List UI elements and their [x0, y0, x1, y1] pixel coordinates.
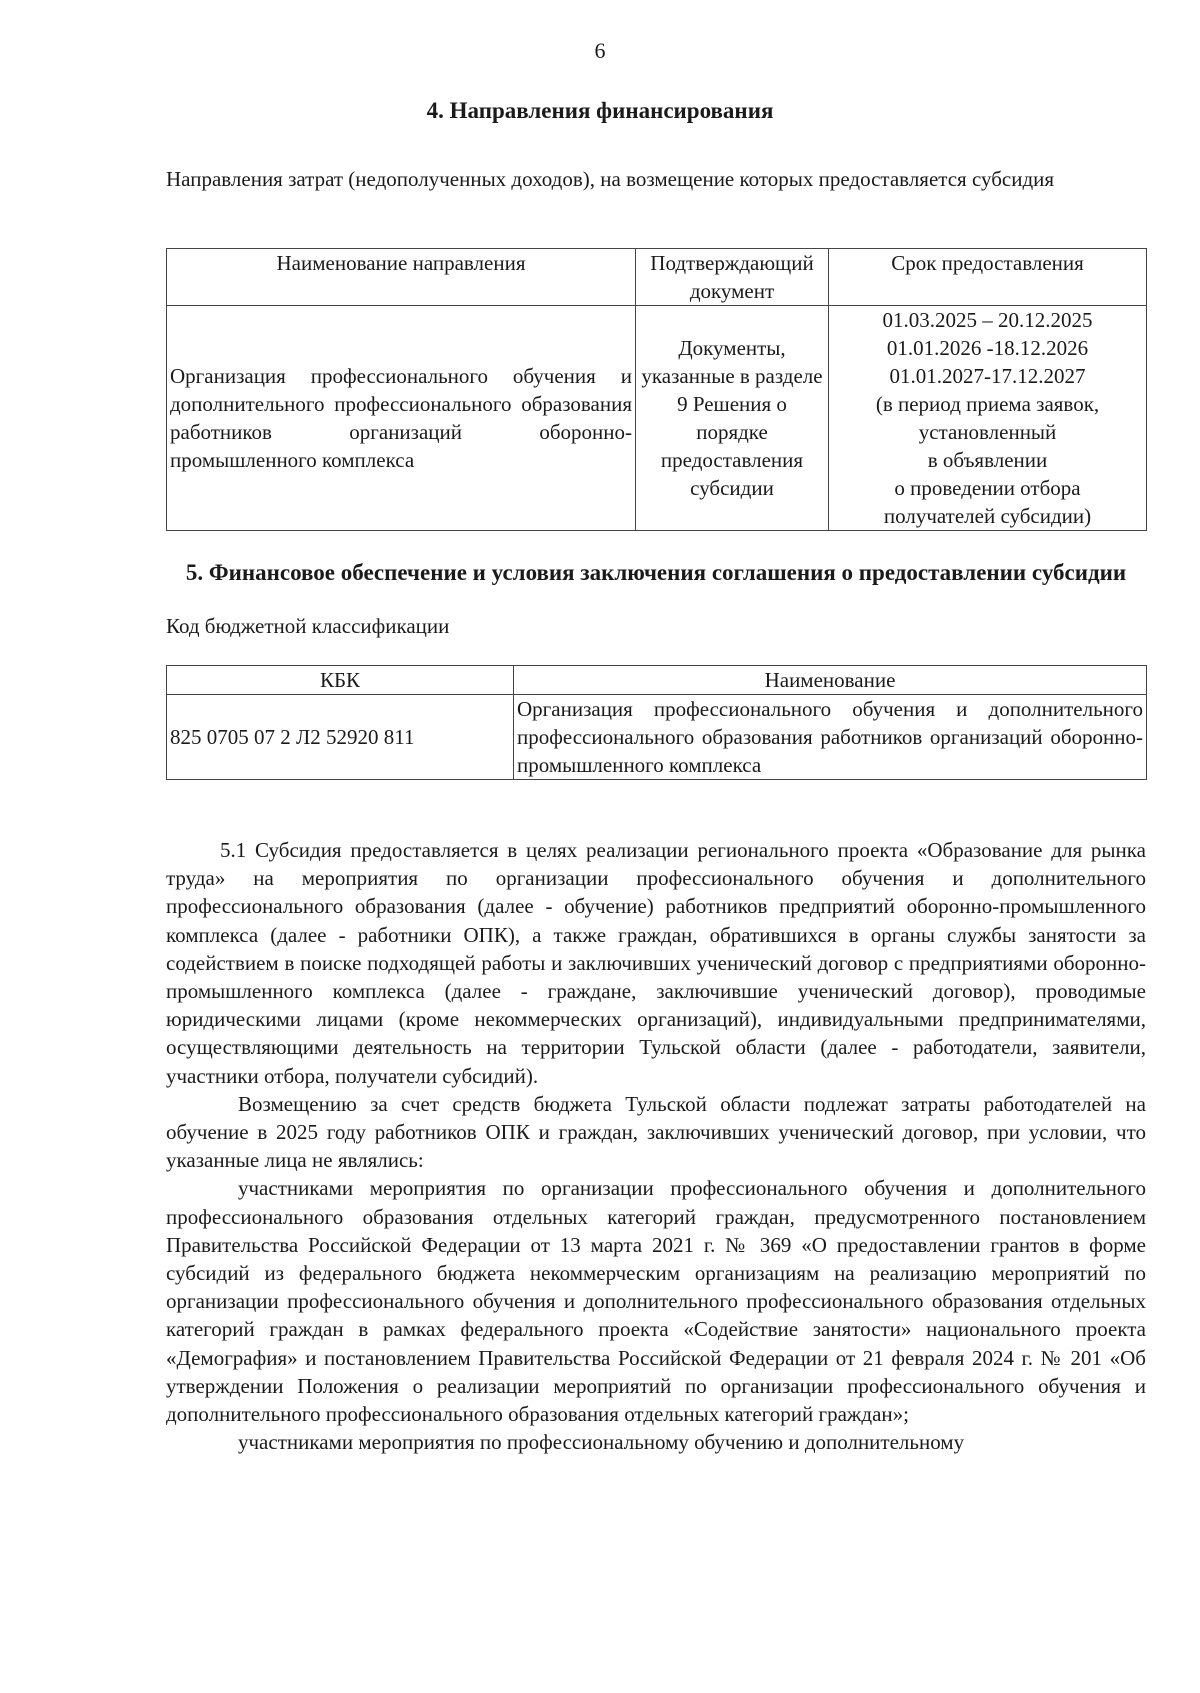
cell-direction: Организация профессионального обучения и дополнительного профессионального образования работников организаций оборонно-промышленного комплекса — [167, 306, 636, 531]
kbk-table — [166, 665, 1147, 780]
paragraph: Возмещению за счет средств бюджета Тульской области подлежат затраты работодателей на обучение в 2025 году работников ОПК и граждан, заключивших ученический договор, при условии, что указанные лица не являлись: — [166, 1091, 1146, 1173]
section-5-title: 5. Финансовое обеспечение и условия заключения соглашения о предоставлении субсидии — [185, 560, 1127, 585]
cell-kbk-code: 825 0705 07 2 Л2 52920 811 — [167, 695, 514, 780]
header-direction: Наименование направления — [167, 249, 636, 306]
period-line: получателей субсидии) — [883, 504, 1092, 528]
period-line: в объявлении — [927, 448, 1048, 472]
header-kbk: КБК — [167, 666, 514, 695]
period-line: (в период приема заявок, установленный — [875, 392, 1100, 444]
paragraph: 5.1 Субсидия предоставляется в целях реализации регионального проекта «Образование для рынка труда» на мероприятия по организации профессионального обучения и дополнительного профессионального образования (далее - обучение) работников предприятий оборонно-промышленного комплекса (далее - работники ОПК), а также граждан, обратившихся в органы службы занятости за содействием в поиске подходящей работы и заключивших ученический договор с предприятиями оборонно-промышленного комплекса (далее - граждане, заключившие ученический договор), проводимые юридическими лицами (кроме некоммерческих организаций), индивидуальными предпринимателями, осуществляющими деятельность на территории Тульской области (далее - работодатели, заявители, участники отбора, получатели субсидий). — [166, 838, 1146, 1088]
header-name: Наименование — [514, 666, 1147, 695]
table-header-row — [167, 666, 1147, 695]
period-line: 01.01.2027-17.12.2027 — [889, 364, 1086, 388]
header-period: Срок предоставления — [829, 249, 1147, 306]
table-row — [167, 306, 1147, 531]
paragraph: участниками мероприятия по организации профессионального обучения и дополнительного профессионального образования отдельных категорий граждан, предусмотренного постановлением Правительства Российской Федерации от 13 марта 2021 г. № 369 «О предоставлении грантов в форме субсидий из федерального бюджета некоммерческим организациям на реализацию мероприятий по организации профессионального обучения и дополнительного профессионального образования отдельных категорий граждан в рамках федерального проекта «Содействие занятости» национального проекта «Демография» и постановлением Правительства Российской Федерации от 21 февраля 2024 г. № 201 «Об утверждении Положения о реализации мероприятий по организации профессионального обучения и дополнительного профессионального образования отдельных категорий граждан»; — [166, 1176, 1146, 1427]
paragraph: участниками мероприятия по профессиональному обучению и дополнительному — [238, 1430, 965, 1455]
table-row — [167, 695, 1147, 780]
section-5-body — [166, 836, 1146, 1456]
cell-kbk-name: Организация профессионального обучения и дополнительного профессионального образования работников организаций оборонно-промышленного комплекса — [514, 695, 1147, 780]
section-4-title: 4. Направления финансирования — [426, 98, 774, 123]
table-header-row — [167, 249, 1147, 306]
cell-period — [829, 306, 1147, 531]
financing-directions-table — [166, 248, 1147, 531]
page-number: 6 — [594, 38, 606, 63]
kbk-label: Код бюджетной классификации — [166, 614, 450, 638]
section-4-intro: Направления затрат (недополученных доходов), на возмещение которых предоставляется субсидия — [166, 167, 1055, 191]
period-line: о проведении отбора — [894, 476, 1081, 500]
cell-document: Документы, указанные в разделе 9 Решения о порядке предоставления субсидии — [636, 306, 829, 531]
period-line: 01.01.2026 -18.12.2026 — [886, 336, 1089, 360]
period-line: 01.03.2025 – 20.12.2025 — [882, 308, 1093, 332]
header-document: Подтверждающий документ — [636, 249, 829, 306]
